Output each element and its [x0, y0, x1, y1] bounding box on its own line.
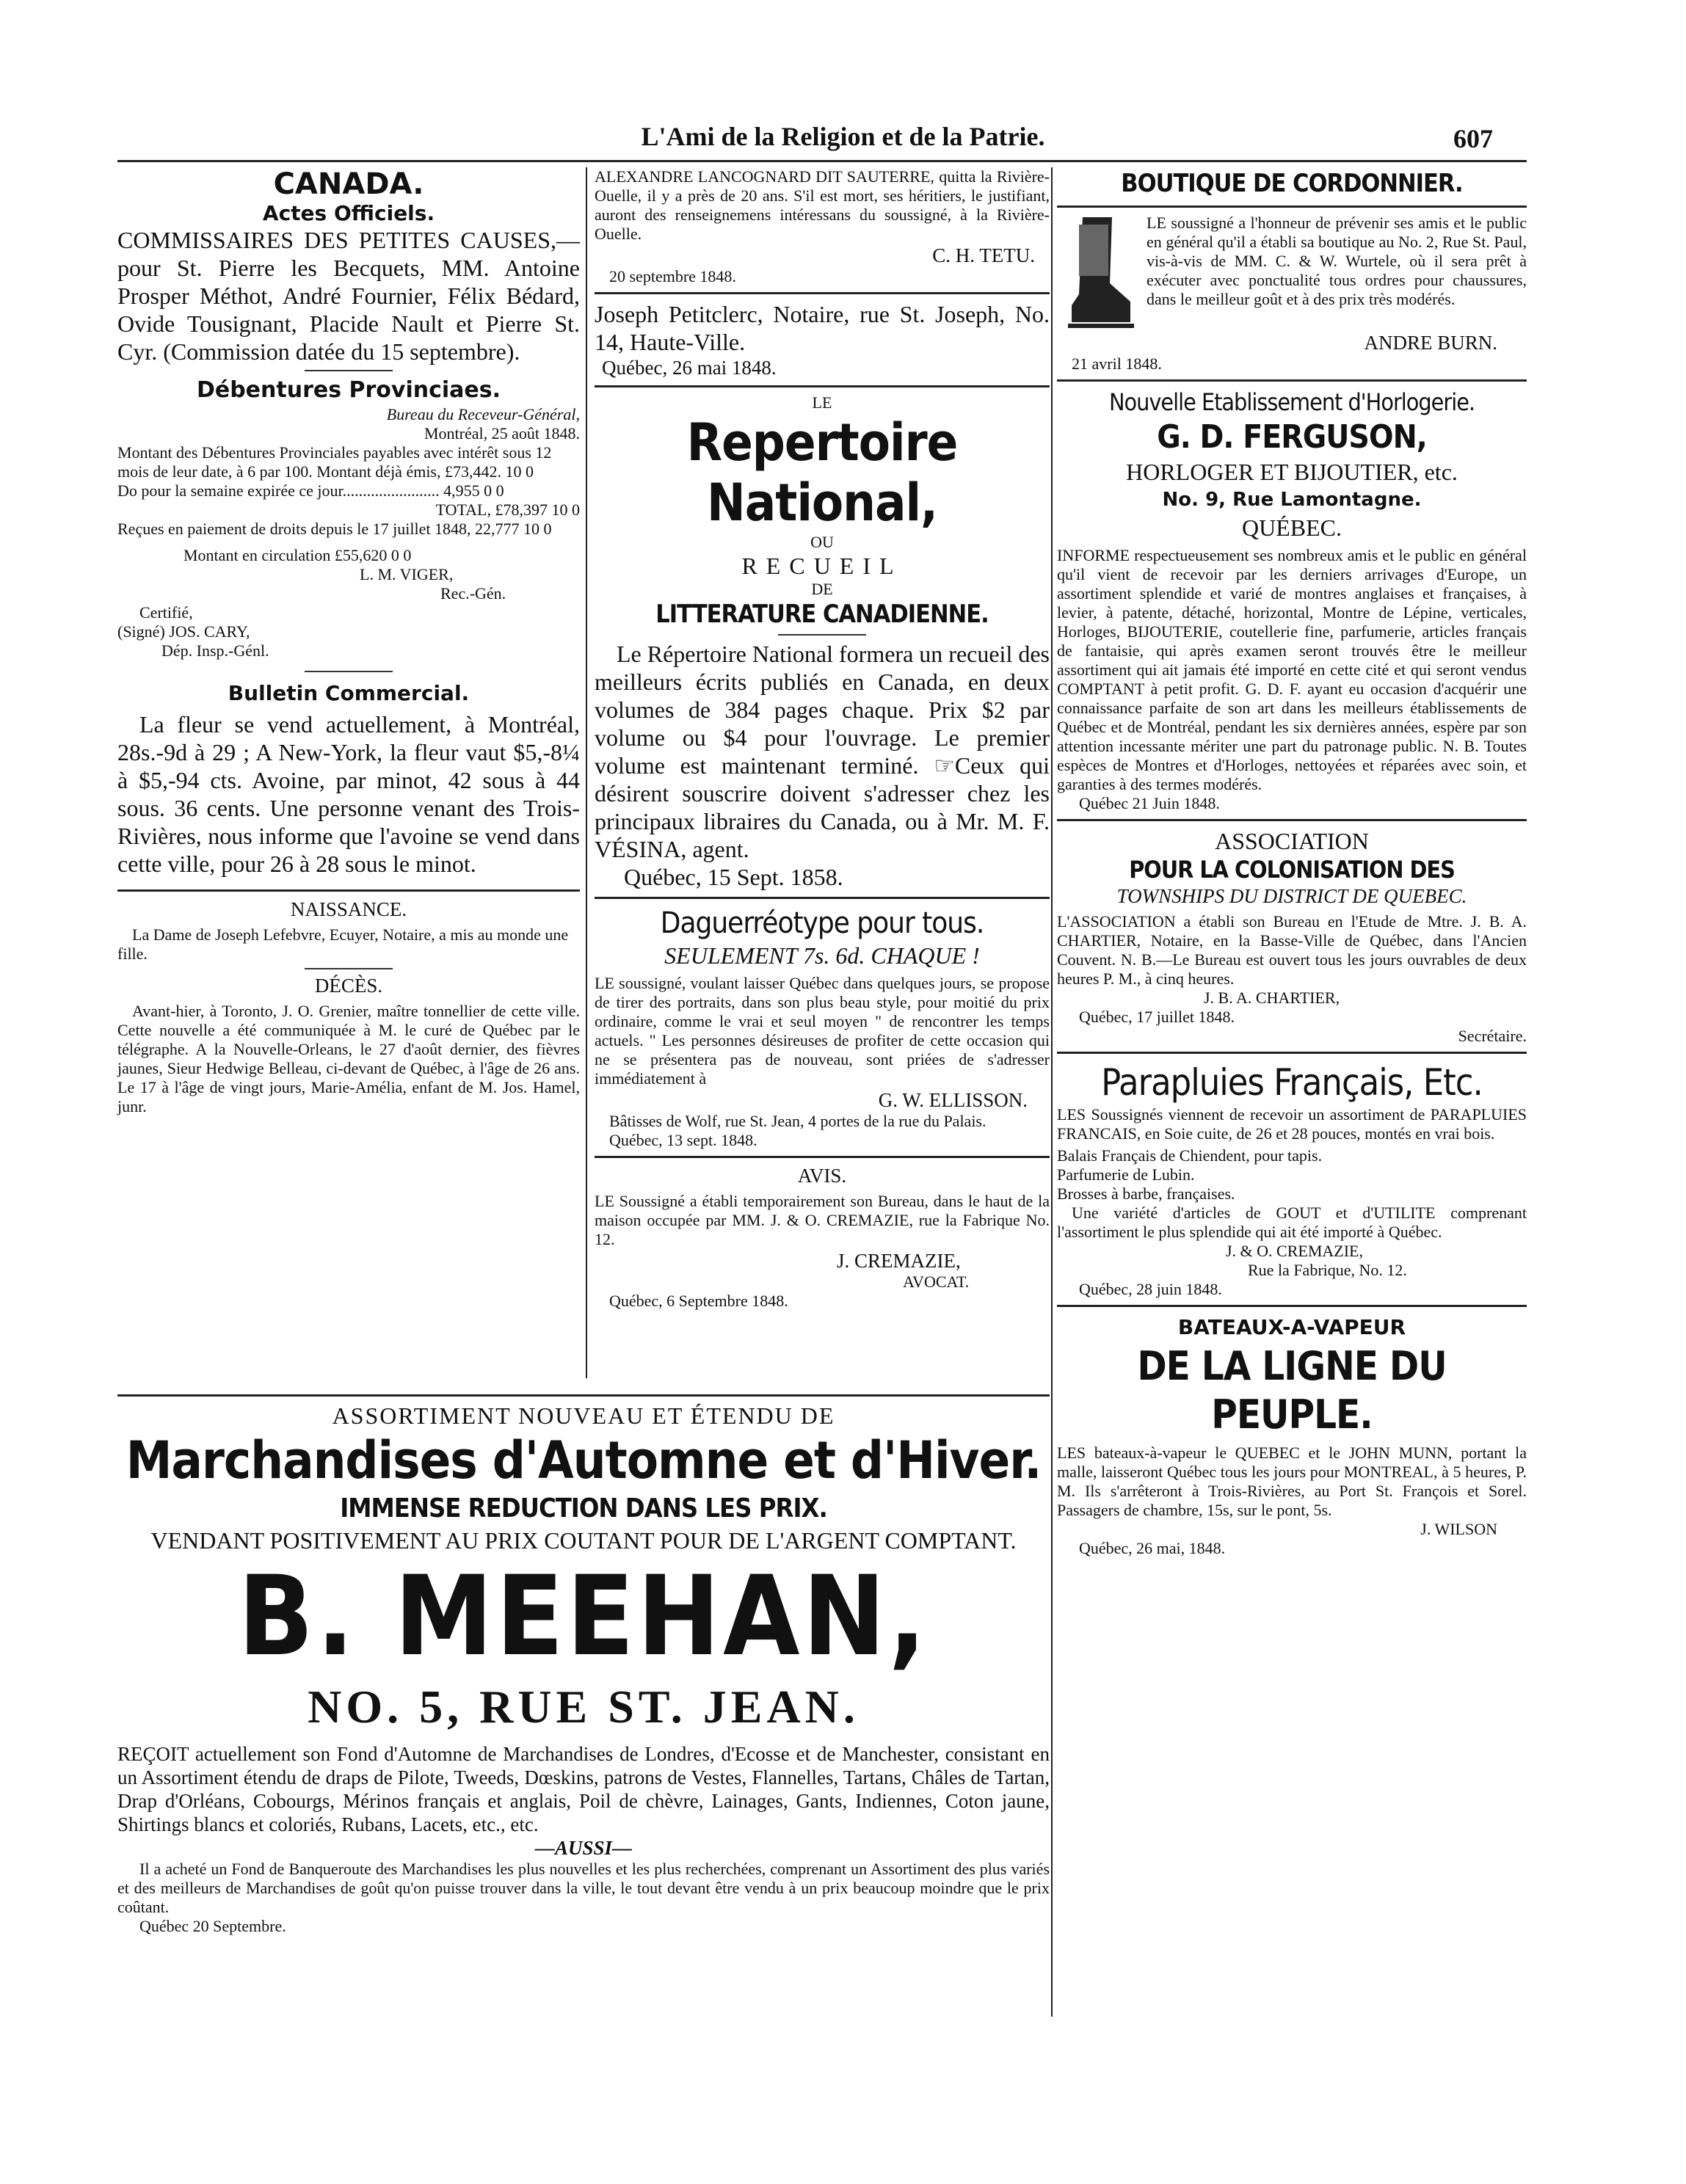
reduction-heading: IMMENSE REDUCTION DANS LES PRIX. [340, 1493, 827, 1524]
meehan-name: B. MEEHAN, [238, 1553, 929, 1681]
association-body: L'ASSOCIATION a établi son Bureau en l'Etude de Mtre. J. B. A. CHARTIER, Notaire, en la Basse-Ville de Québec, dans l'Ancien Couvent. N. B.—Le Bureau est ouvert tous les jours ouvrables de deux heures P. M., à cinq heures. [1057, 912, 1527, 988]
alexandre-body: ALEXANDRE LANCOGNARD DIT SAUTERRE, quitta la Rivière-Ouelle, il y a près de 20 ans. S'il est mort, ses héritiers, le justifiant, auront des renseignemens intéressans du soussigné, à la Rivière-Ouelle. [595, 167, 1050, 243]
debentures-sign-2: Rec.-Gén. [440, 584, 506, 603]
boot-icon [1057, 214, 1138, 331]
balais-line: Balais Français de Chiendent, pour tapis. [1057, 1146, 1323, 1165]
daguerreotype-heading: Daguerréotype pour tous. [660, 906, 984, 940]
boutique-heading: BOUTIQUE DE CORDONNIER. [1121, 169, 1463, 198]
quebec-line: QUÉBEC. [1242, 514, 1342, 541]
alexandre-sign: C. H. TETU. [932, 244, 1035, 266]
meehan-top-rule [117, 1394, 1050, 1397]
parapluies-date: Québec, 28 juin 1848. [1079, 1280, 1222, 1298]
repertoire-body: Le Répertoire National formera un recueil des meilleurs écrits publiés en Canada, en deux volumes de 384 pages chaque. Prix $2 par volume ou $4 pour l'ouvrage. Le premier volume est maintenant terminé. ☞Ceux qui désirent souscrire doivent s'adresser chez les principaux libraires du Canada, ou à Mr. M. F. VÉSINA, agent. [595, 641, 1050, 862]
divider [305, 370, 393, 371]
repertoire-date: Québec, 15 Sept. 1858. [624, 864, 843, 890]
association-heading: ASSOCIATION [1215, 828, 1369, 854]
running-title: L'Ami de la Religion et de la Patrie. [641, 122, 1045, 151]
marchandises-heading: Marchandises d'Automne et d'Hiver. [126, 1430, 1042, 1490]
canada-heading: CANADA. [273, 167, 424, 201]
divider [305, 671, 393, 672]
header-rule [117, 160, 1527, 162]
lamontagne-line: No. 9, Rue Lamontagne. [1162, 489, 1422, 511]
parapluies-address: Rue la Fabrique, No. 12. [1248, 1261, 1407, 1279]
naissance-body: La Dame de Joseph Lefebvre, Ecuyer, Notaire, a mis au monde une fille. [117, 925, 569, 963]
daguerreotype-date: Québec, 13 sept. 1848. [609, 1131, 757, 1149]
divider [305, 968, 393, 969]
debentures-heading: Débentures Provinciaes. [196, 377, 501, 403]
ligne-heading: DE LA LIGNE DU PEUPLE. [1137, 1343, 1447, 1438]
repertoire-heading: Repertoire National, [686, 412, 958, 533]
debentures-total: TOTAL, £78,397 10 0 [435, 500, 580, 519]
repertoire-de: DE [811, 580, 833, 598]
aussi-line: —AUSSI— [534, 1837, 633, 1859]
meehan-date: Québec 20 Septembre. [139, 1917, 286, 1935]
horlogerie-body: INFORME respectueusement ses nombreux amis et le public en général qu'il vient de recevoir par les derniers arrivages d'Europe, un assortiment splendide et varié de montres anglaises et françaises, à levier, à patente, détaché, horizontal, Montre de Lépine, verticales, Horloges, BIJOUTERIE, coutellerie fine, parfumerie, articles français de fantaisie, qui après examen seront trouvés être le meilleur assortiment qui ait jamais été importé en cette cité et qui seront vendus COMPTANT à petit profit. G. D. F. ayant eu occasion d'acquérir une connaissance parfaite de son art dans les meilleurs établissements de Québec et de Montréal, pendant les six dernières années, espère par son attention incessante mériter une part du patronage public. N. B. Toutes espèces de Montres et d'Horloges, nettoyées et réparées avec soin, et garanties à des termes modérés. [1057, 546, 1527, 793]
actes-body: COMMISSAIRES DES PETITES CAUSES,—pour St. Pierre les Becquets, MM. Antoine Prosper Méthot, André Fournier, Félix Bédard, Ovide Tousignant, Placide Nault et Pierre St. Cyr. (Commission datée du 15 septembre). [117, 227, 580, 365]
association-pour: POUR LA COLONISATION DES [1129, 856, 1455, 884]
divider [778, 634, 866, 636]
daguerreotype-address: Bâtisses de Wolf, rue St. Jean, 4 portes de la rue du Palais. [609, 1112, 986, 1130]
bulletin-body: La fleur se vend actuellement, à Montréal, 28s.-9d à 29 ; A New-York, la fleur vaut $5,-8¼ à $5,-94 cts. Avoine, par minot, 42 sous à 44 sous. 36 cents. Une personne venant des Trois-Rivières, nous informe que l'avoine se vend dans cette ville, pour 26 à 28 sous le minot. [117, 711, 580, 877]
avis-body: LE Soussigné a établi temporairement son Bureau, dans le haut de la maison occupée par MM. J. & O. CREMAZIE, rue la Fabrique No. 12. [595, 1192, 1050, 1248]
meehan-body: REÇOIT actuellement son Fond d'Automne de Marchandises de Londres, d'Ecosse et de Manchester, consistant en un Assortiment étendu de draps de Pilote, Tweeds, Dœskins, patrons de Vestes, Flannelles, Tartans, Châles de Tartan, Drap d'Orléans, Cobourgs, Mérinos français et anglais, Poil de chèvre, Lainages, Gants, Indiennes, Coton jaune, Shirtings blancs et coloriés, Rubans, Lacets, etc., etc. [117, 1743, 1050, 1835]
divider [1057, 1052, 1527, 1054]
debentures-sign-1: L. M. VIGER, [360, 565, 454, 583]
vendant-line: VENDANT POSITIVEMENT AU PRIX COUTANT POUR DE L'ARGENT COMPTANT. [150, 1527, 1017, 1554]
meehan-body-2: Il a acheté un Fond de Banqueroute des Marchandises les plus nouvelles et les plus recherchées, comprenant un Assortiment des plus variés et des meilleurs de Marchandises de goût qu'on puisse trouver dans la ville, le tout devant être vendu à un prix beaucoup moindre que le prix coûtant. [117, 1860, 1050, 1916]
divider [1057, 379, 1527, 382]
debentures-dep: Dép. Insp.-Génl. [161, 641, 269, 660]
avis-sign: J. CREMAZIE, [837, 1250, 961, 1272]
assortiment-line: ASSORTIMENT NOUVEAU ET ÉTENDU DE [332, 1402, 835, 1429]
bureau-line: Bureau du Receveur-Général, [386, 405, 580, 423]
divider [595, 385, 1050, 387]
avis-role: AVOCAT. [903, 1273, 970, 1291]
joseph-date: Québec, 26 mai 1848. [602, 357, 777, 379]
deces-heading: DÉCÈS. [314, 975, 383, 997]
column-rule-2 [1051, 167, 1053, 2017]
debentures-circulation: Montant en circulation £55,620 0 0 [184, 546, 412, 564]
divider [595, 1156, 1050, 1158]
debentures-signe: (Signé) JOS. CARY, [117, 622, 250, 641]
association-date: Québec, 17 juillet 1848. [1079, 1008, 1235, 1026]
column-rule-1 [586, 167, 587, 1378]
repertoire-ou: OU [810, 533, 834, 551]
recueil-heading: RECUEIL [741, 553, 903, 579]
daguerreotype-sign: G. W. ELLISSON. [878, 1089, 1028, 1111]
parapluies-body-2: Une variété d'articles de GOUT et d'UTILITE comprenant l'assortiment le plus splendide qui ait été importé à Québec. [1057, 1204, 1527, 1241]
avis-heading: AVIS. [797, 1165, 847, 1187]
column-3 [1057, 167, 1527, 1558]
bateaux-sign: J. WILSON [1420, 1520, 1497, 1538]
brosses-line: Brosses à barbe, françaises. [1057, 1184, 1235, 1203]
parapluies-sign: J. & O. CREMAZIE, [1226, 1242, 1363, 1260]
litterature-heading: LITTERATURE CANADIENNE. [655, 600, 989, 629]
association-sign: J. B. A. CHARTIER, [1204, 989, 1340, 1007]
boutique-body: LE soussigné a l'honneur de prévenir ses amis et le public en général qu'il a établi sa boutique au No. 2, Rue St. Paul, vis-à-vis de MM. C. & W. Wurtele, où il sera prêt à exécuter avec ponctualité tous ordres pour chaussures, dans le meilleur goût et à des prix très modérés. [1147, 214, 1527, 308]
divider [1057, 819, 1527, 821]
column-2 [595, 167, 1050, 1311]
bulletin-heading: Bulletin Commercial. [228, 681, 470, 705]
bateaux-date: Québec, 26 mai, 1848. [1079, 1539, 1226, 1557]
naissance-heading: NAISSANCE. [290, 898, 407, 920]
meehan-advert [117, 1402, 1050, 1936]
daguerreotype-body: LE soussigné, voulant laisser Québec dans quelques jours, se propose de tirer des portraits, dans son plus beau style, pour moitié du prix ordinaire, comme le vrai et seul moyen " de rencontrer les temps actuels. " Les personnes désireuses de profiter de cette occasion qui ne se présentera pas de nouveau, sont priées de s'adresser immédiatement à [595, 974, 1050, 1088]
divider [1057, 205, 1527, 208]
parapluies-heading: Parapluies Français, Etc. [1101, 1061, 1483, 1104]
avis-date: Québec, 6 Septembre 1848. [609, 1292, 788, 1310]
ferguson-heading: G. D. FERGUSON, [1157, 418, 1427, 456]
bateaux-body: LES bateaux-à-vapeur le QUEBEC et le JOHN MUNN, portant la malle, laisseront Québec tous les jours pour MONTREAL, à 5 heures, P. M. Ils s'arrêteront à Trois-Rivières, au Port St. François et Sorel. Passagers de chambre, 15s, sur le pont, 5s. [1057, 1444, 1527, 1519]
parapluies-body: LES Soussignés viennent de recevoir un assortiment de PARAPLUIES FRANCAIS, en Soie cuite, de 26 et 28 pouces, montés en vrai bois. [1057, 1105, 1527, 1143]
boutique-date: 21 avril 1848. [1072, 354, 1162, 373]
actes-heading: Actes Officiels. [262, 201, 435, 225]
debentures-recues: Reçues en paiement de droits depuis le 17 juillet 1848, 22,777 10 0 [117, 520, 552, 538]
page-number: 607 [1453, 124, 1493, 153]
parfumerie-line: Parfumerie de Lubin. [1057, 1165, 1195, 1184]
joseph-body: Joseph Petitclerc, Notaire, rue St. Joseph, No. 14, Haute-Ville. [595, 301, 1050, 355]
horlogerie-date: Québec 21 Juin 1848. [1079, 794, 1220, 812]
daguerreotype-subheading: SEULEMENT 7s. 6d. CHAQUE ! [664, 942, 980, 969]
divider [1057, 1305, 1527, 1307]
repertoire-le: LE [812, 393, 832, 412]
debentures-line-1: Montant des Débentures Provinciales payables avec intérêt sous 12 mois de leur date, à 6 par 100. Montant déjà émis, £73,442. 10 0 [117, 443, 552, 481]
horloger-line: HORLOGER ET BIJOUTIER, etc. [1126, 459, 1458, 485]
divider [117, 889, 580, 892]
divider [595, 897, 1050, 899]
meehan-address: NO. 5, RUE ST. JEAN. [308, 1681, 860, 1733]
bateaux-heading: BATEAUX-A-VAPEUR [1177, 1315, 1406, 1339]
horlogerie-heading: Nouvelle Etablissement d'Horlogerie. [1108, 388, 1475, 416]
boutique-sign: ANDRE BURN. [1364, 332, 1497, 354]
divider [595, 292, 1050, 294]
association-townships: TOWNSHIPS DU DISTRICT DE QUEBEC. [1116, 885, 1467, 907]
debentures-certifie: Certifié, [139, 603, 193, 622]
bureau-date: Montréal, 25 août 1848. [424, 424, 580, 443]
deces-body: Avant-hier, à Toronto, J. O. Grenier, maître tonnellier de cette ville. Cette nouvelle a été communiquée à M. le curé de Québec par le télégraphe. A la Nouvelle-Orleans, le 27 d'août dernier, des fièvres jaunes, Sieur Hedwige Belleau, ci-devant de Québec, à l'âge de 26 ans. Le 17 à l'âge de vingt jours, Marie-Amélia, enfant de M. Jos. Hamel, junr. [117, 1002, 580, 1115]
debentures-line-2: Do pour la semaine expirée ce jour........................ 4,955 0 0 [117, 481, 504, 500]
alexandre-date: 20 septembre 1848. [609, 267, 736, 285]
column-1 [117, 167, 580, 1116]
association-role: Secrétaire. [1458, 1027, 1527, 1045]
